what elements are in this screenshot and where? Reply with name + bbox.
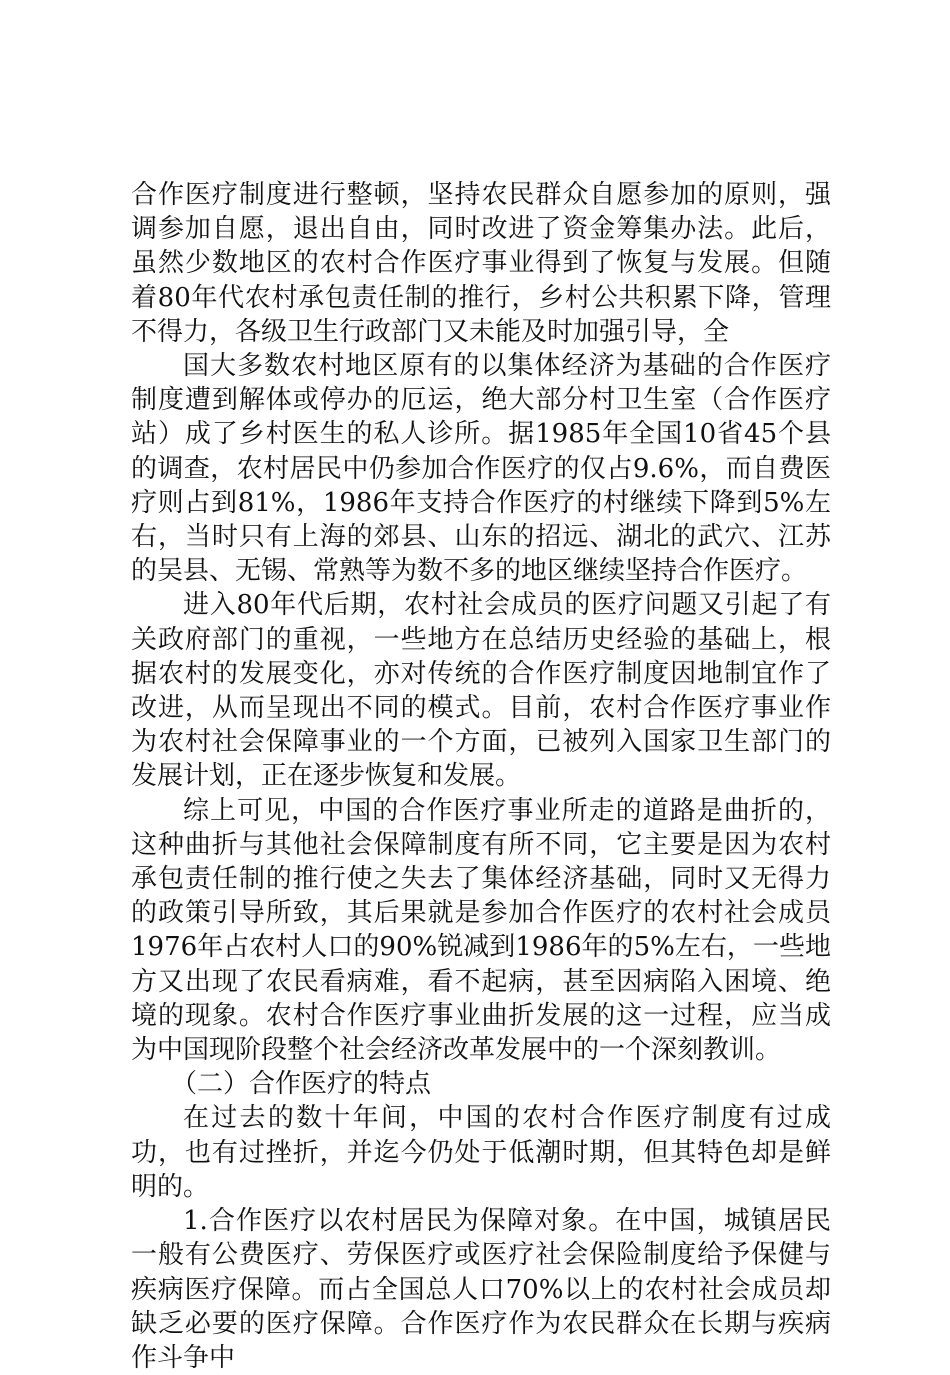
paragraph-4: 综上可见，中国的合作医疗事业所走的道路是曲折的，这种曲折与其他社会保障制度有所不同，它主要是因为农村承包责任制的推行使之失去了集体经济基础，同时又无得力的政策引导所致，其后果就是参加合作医疗的农村社会成员1976年占农村人口的90%锐减到1986年的5%左右，一些地方又出现了农民看病难，看不起病，甚至因病陷入困境、绝境的现象。农村合作医疗事业曲折发展的这一过程，应当成为中国现阶段整个社会经济改革发展中的一个深刻教训。 [131,795,831,1066]
paragraph-2: 国大多数农村地区原有的以集体经济为基础的合作医疗制度遭到解体或停办的厄运，绝大部分村卫生室（合作医疗站）成了乡村医生的私人诊所。据1985年全国10省45个县的调查，农村居民中仍参加合作医疗的仅占9.6%，而自费医疗则占到81%，1986年支持合作医疗的村继续下降到5%左右，当时只有上海的郊县、山东的招远、湖北的武穴、江苏的吴县、无锡、常熟等为数不多的地区继续坚持合作医疗。 [131,351,831,587]
paragraph-5: 在过去的数十年间，中国的农村合作医疗制度有过成功，也有过挫折，并迄今仍处于低潮时期，但其特色却是鲜明的。 [131,1103,831,1202]
paragraph-6: 1.合作医疗以农村居民为保障对象。在中国，城镇居民一般有公费医疗、劳保医疗或医疗社会保险制度给予保健与疾病医疗保障。而占全国总人口70%以上的农村社会成员却缺乏必要的医疗保障。合作医疗作为农民群众在长期与疾病作斗争中 [131,1206,831,1373]
section-heading: （二）合作医疗的特点 [171,1069,432,1100]
paragraph-1: 合作医疗制度进行整顿，坚持农民群众自愿参加的原则，强调参加自愿，退出自由，同时改进了资金筹集办法。此后，虽然少数地区的农村合作医疗事业得到了恢复与发展。但随着80年代农村承包责任制的推行，乡村公共积累下降，管理不得力，各级卫生行政部门又未能及时加强引导，全 [131,180,831,347]
paragraph-3: 进入80年代后期，农村社会成员的医疗问题又引起了有关政府部门的重视，一些地方在总结历史经验的基础上，根据农村的发展变化，亦对传统的合作医疗制度因地制宜作了改进，从而呈现出不同的模式。目前，农村合作医疗事业作为农村社会保障事业的一个方面，已被列入国家卫生部门的发展计划，正在逐步恢复和发展。 [131,590,831,792]
document-page [131,178,831,1375]
